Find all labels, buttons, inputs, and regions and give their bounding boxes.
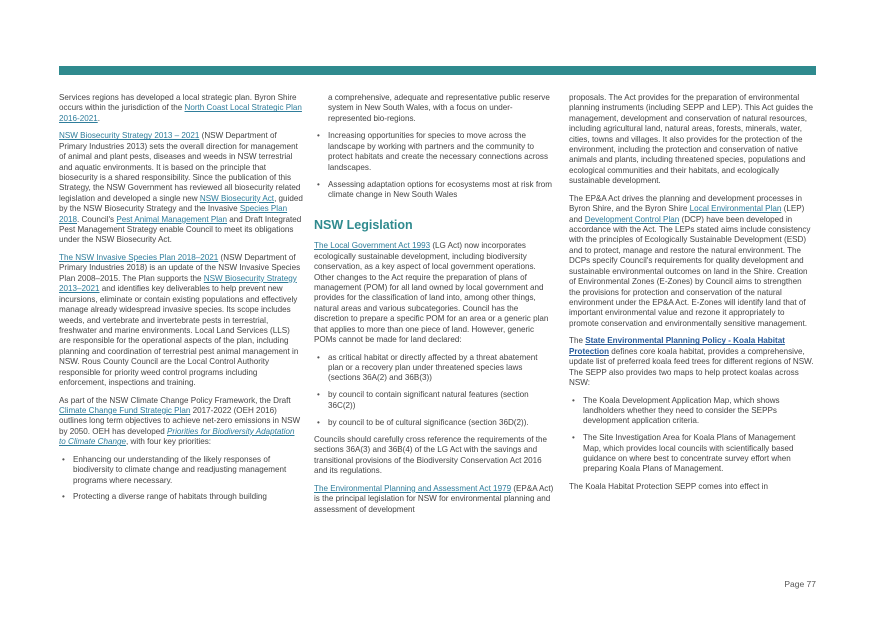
column-right <box>569 93 815 499</box>
text-run: (LG Act) now incorporates ecologically sustainable development, including biodiversity conservation, as a key aspect of local government operations. Other changes to the Act require the preparation of plans of management (POM) for all land owned by local government and provides for the classification of land into, among other things, natural areas and various subcategories. Council has the discretion to prepare a specific POM for an area or a generic plan that applies to more than one piece of land. However, generic POMs cannot be made for land declared: <box>314 241 549 344</box>
text-run: The EP&A Act drives the planning and development processes in Byron Shire, and the Byron Shire <box>569 193 803 214</box>
link-biodiversity-adaptation[interactable]: Priorities for Biodiversity Adaptation to Climate Change <box>59 426 295 447</box>
text-run: . Council's <box>77 214 117 224</box>
link-local-government-act[interactable]: The Local Government Act 1993 <box>314 241 431 251</box>
column-middle <box>314 93 554 522</box>
link-invasive-species-plan[interactable]: The NSW Invasive Species Plan 2018–2021 <box>59 253 219 263</box>
text-run: . <box>97 113 100 123</box>
paragraph: The Koala Habitat Protection SEPP comes into effect in <box>569 481 769 491</box>
link-koala-sepp[interactable]: State Environmental Planning Policy - Koala Habitat Protection <box>569 336 785 356</box>
bullet-list <box>59 455 303 503</box>
list-item: • by council to be of cultural significance (section 36D(2)). <box>314 418 554 428</box>
list-item: • The Koala Development Application Map, which shows landholders whether they need to consider the SEPPs development application criteria. <box>569 396 815 427</box>
text-run: (NSW Department of Primary Industries 2018) is an update of the NSW Invasive Species Plan 2008–2015. The Plan supports the <box>59 253 301 283</box>
link-biosecurity-act[interactable]: NSW Biosecurity Act <box>199 193 275 203</box>
link-pest-animal-plan[interactable]: Pest Animal Management Plan <box>116 214 228 224</box>
text-run: and Draft Integrated Pest Management Strategy enable Council to meet its obligations under the NSW Biosecurity Act. <box>59 214 302 245</box>
column-left <box>59 93 303 510</box>
text-run: The <box>569 336 586 346</box>
text-run: (DCP) have been developed in accordance with the Act. The LEPs stated aims include consistency with the principles of Ecologically Sustainable Development (ESD) and to protect, manage and restore the natural environment. The DCPs specify Council's requirements for quality development and sustainable environmental outcomes on land in the Shire. Creation of Environmental Zones (E-Zones) by Council aims to strengthen the provisions for protection and conservation of the natural environment under the EP&A Act. E-Zones will identify land that of important environmental value and rezone it appropriately to promote conservation and environmentally sensitive management. <box>569 214 811 328</box>
paragraph: proposals. The Act provides for the preparation of environmental planning instruments (including SEPP and LEP). This Act guides the management, development and conservation of natural resources, including agricultural land, natural areas, forests, minerals, water, cities, towns and villages. It also provides for the protection of the environment, including the protection and conservation of native animals and plants, including threatened species, populations and ecological communities and their habitats, and ecologically sustainable development. <box>569 93 814 186</box>
text-run: , with four key priorities: <box>126 437 212 447</box>
link-biosecurity-strategy[interactable]: NSW Biosecurity Strategy 2013 – 2021 <box>59 131 200 141</box>
link-species-plan-2018[interactable]: Species Plan 2018 <box>59 204 288 224</box>
paragraph <box>569 194 815 329</box>
text-run: , guided by the NSW Biosecurity Strategy and the Invasive <box>59 193 303 214</box>
link-biosecurity-strategy-2[interactable]: NSW Biosecurity Strategy 2013–2021 <box>59 273 297 294</box>
page-number: Page 77 <box>784 579 816 589</box>
paragraph <box>59 93 303 124</box>
text-run: and identifies key deliverables to help prevent new incursions, eliminate or contain existing populations and effectively manage already widespread invasive species. Its scope includes weeds, and vertebrate and invertebrate pests in terrestrial, freshwater and marine environments. Local Land Services (LLS) are responsible for the operational aspects of the plan, including planning and coordination of terrestrial pest animal management in NSW. Rous County Council are the Local Control Authority responsible for priority weed control programs including enforcement, inspections and training. <box>59 284 299 387</box>
paragraph <box>59 131 303 245</box>
header-accent-band <box>59 66 816 75</box>
link-local-environmental-plan[interactable]: Local Environmental Plan <box>689 204 782 214</box>
text-run: Services regions has developed a local strategic plan. Byron Shire occurs within the jurisdiction of the <box>59 93 297 113</box>
list-item: • The Site Investigation Area for Koala Plans of Management Map, which provides local councils with scientifically based guidance on where best to concentrate survey effort when preparing Koala Plans of Management. <box>569 433 815 475</box>
bullet-list <box>314 353 554 428</box>
bullet-list <box>314 131 554 200</box>
paragraph <box>569 336 815 388</box>
text-run: (NSW Department of Primary Industries 2013) sets the overall direction for management of animal and plant pests, diseases and weeds in NSW terrestrial and aquatic environments. It is based on the principle that biosecurity is a shared responsibility. Since the publication of this Strategy, the NSW Government has reviewed all biosecurity related legislation and developed a single new <box>59 131 301 203</box>
link-epa-act[interactable]: The Environmental Planning and Assessment Act 1979 <box>314 483 512 493</box>
text-run: (EP&A Act) is the principal legislation for NSW for environmental planning and assessment of development <box>314 483 554 514</box>
list-item: • Protecting a diverse range of habitats through building <box>59 492 303 502</box>
list-item: • Assessing adaptation options for ecosystems most at risk from climate change in New South Wales <box>314 180 554 201</box>
bullet-list <box>569 396 815 475</box>
paragraph <box>59 253 303 388</box>
text-run: 2017-2022 (OEH 2016) outlines long term objectives to achieve net-zero emissions in NSW by 2050. OEH has developed <box>59 405 301 436</box>
text-run: defines core koala habitat, provides a comprehensive, update list of preferred koala feed trees for different regions of NSW. The SEPP also provides two maps to help protect koalas across NSW: <box>569 346 814 387</box>
text-run: (LEP) and <box>569 204 805 224</box>
paragraph <box>314 484 554 515</box>
paragraph <box>59 396 303 448</box>
paragraph <box>314 241 554 345</box>
paragraph: Councils should carefully cross reference the requirements of the sections 36A(3) and 36B(4) of the LG Act with the savings and transitional provisions of the Biodiversity Conservation Act 2016 and its regulations. <box>314 435 548 476</box>
section-heading: NSW Legislation <box>314 218 413 233</box>
list-item: • as critical habitat or directly affected by a threat abatement plan or a recovery plan under threatened species laws (sections 36A(2) and 36B(3)) <box>314 353 554 384</box>
paragraph: a comprehensive, adequate and representative public reserve system in New South Wales, with a focus on under-represented bio-regions. <box>328 93 550 123</box>
link-north-coast-plan[interactable]: North Coast Local Strategic Plan 2016-2021 <box>59 103 302 123</box>
link-climate-change-fund[interactable]: Climate Change Fund Strategic Plan <box>59 405 191 415</box>
list-item: • by council to contain significant natural features (section 36C(2)) <box>314 390 554 411</box>
list-item: • Increasing opportunities for species to move across the landscape by working with partners and the community to protect habitats and create the necessary connections across landscapes. <box>314 131 554 173</box>
text-run: As part of the NSW Climate Change Policy Framework, the Draft <box>59 395 291 405</box>
list-item: • Enhancing our understanding of the likely responses of biodiversity to climate change and readjusting management programs where necessary. <box>59 455 303 486</box>
link-development-control-plan[interactable]: Development Control Plan <box>584 214 680 224</box>
